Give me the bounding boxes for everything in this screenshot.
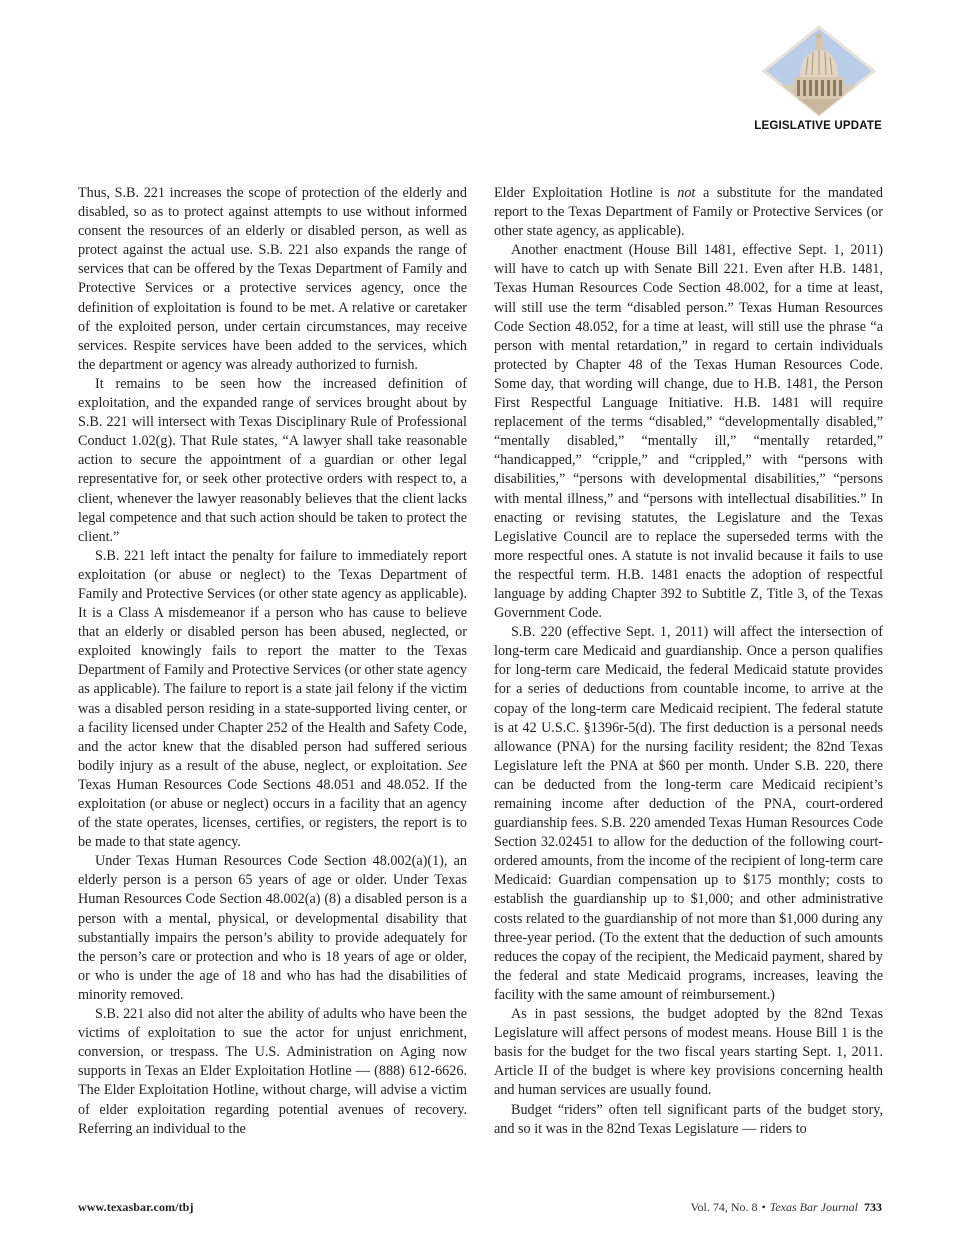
paragraph-text: Elder Exploitation Hotline is — [494, 185, 670, 201]
footer-citation — [690, 1200, 882, 1215]
volume-info: Vol. 74, No. 8 — [690, 1200, 758, 1214]
section-label: LEGISLATIVE UPDATE — [754, 120, 882, 132]
paragraph: Thus, S.B. 221 increases the scope of protection of the elderly and disabled, so as to protect against attempts to use without informed consent the resources of an elderly or disabled person, as well as protect against the actual use. S.B. 221 also expands the range of services that can be offered by the Texas Department of Family and Protective Services or a protective services agency, once the definition of exploitation is found to be met. A relative or caretaker of the exploited person, under certain circumstances, may receive services. Respite services have been added to the services, which the department or agency was already authorized to furnish. — [78, 185, 467, 373]
paragraph — [78, 547, 467, 853]
bullet-separator: • — [761, 1200, 766, 1214]
page-number: 733 — [864, 1200, 882, 1214]
italic-citation: See — [447, 757, 467, 774]
paragraph: It remains to be seen how the increased definition of exploitation, and the expanded range of services brought about by S.B. 221 will intersect with Texas Disciplinary Rule of Professional Conduct 1.02(g). That Rule states, “A lawyer shall take reasonable action to secure the appointment of a guardian or other legal representative for, or seek other protective orders with respect to, a client, whenever the lawyer reasonably believes that the client lacks legal competence and that such action should be taken to protect the client.” — [78, 375, 467, 545]
paragraph — [494, 184, 883, 241]
journal-name: Texas Bar Journal — [769, 1200, 858, 1214]
italic-emphasis: not — [677, 185, 696, 201]
paragraph-text: Texas Human Resources Code Sections 48.051 and 48.052. If the exploitation (or abuse or neglect) occurs in a facility that an agency of the state operates, licenses, certifies, or registers, the report is to be made to that state agency. — [78, 776, 467, 851]
right-column — [494, 184, 883, 1139]
paragraph: As in past sessions, the budget adopted by the 82nd Texas Legislature will affect persons of modest means. House Bill 1 is the basis for the budget for the two fiscal years starting Sept. 1, 2011. Article II of the budget is where key provisions concerning health and human services are usually found. — [494, 1006, 883, 1099]
paragraph-text: a substitute for the mandated report to the Texas Department of Family or Protective Services (or other state agency, as applicable). — [494, 185, 884, 240]
paragraph: S.B. 221 also did not alter the ability of adults who have been the victims of exploitation to sue the actor for unjust enrichment, conversion, or trespass. The U.S. Administration on Aging now supports in Texas an Elder Exploitation Hotline — (888) 612-6626. The Elder Exploitation Hotline, without charge, will advise a victim of elder exploitation regarding potential avenues of recovery. Referring an individual to the — [78, 1006, 467, 1137]
page-footer — [78, 1200, 882, 1218]
footer-url-link[interactable]: www.texasbar.com/tbj — [78, 1200, 194, 1214]
paragraph: S.B. 220 (effective Sept. 1, 2011) will affect the intersection of long-term care Medicaid and guardianship. Once a person qualifies for long-term care Medicaid, the federal Medicaid statute provides for a series of deductions from countable income, to arrive at the copay of the long-term care Medicaid recipient. The federal statute is at 42 U.S.C. §1396r-5(d). The first deduction is a personal needs allowance (PNA) for the nursing facility resident; the 82nd Texas Legislature left the PNA at $60 per month. Under S.B. 220, there can be deducted from the long-term care Medicaid recipient’s remaining income after deduction of the PNA, court-ordered guardianship fees. S.B. 220 amended Texas Human Resources Code Section 32.02451 to allow for the deduction of the following court-ordered amounts, from the income of the recipient of long-term care Medicaid: Guardian compensation up to $175 monthly; costs to establish the guardianship up to $1,000; and other administrative costs related to the guardianship of not more than $1,000 during any three-year period. (To the extent that the deduction of such amounts reduces the copay of the recipient, the Medicaid payment, shared by the federal and state Medicaid programs, increases, leaving the facility with the same amount of reimbursement.) — [494, 624, 883, 1003]
paragraph: Under Texas Human Resources Code Section 48.002(a)(1), an elderly person is a person 65 years of age or older. Under Texas Human Resources Code Section 48.002(a) (8) a disabled person is a person with a mental, physical, or developmental disability that substantially impairs the person’s ability to provide adequately for the person’s care or protection and who is 18 years of age or older, or who is under the age of 18 and who has had the disabilities of minority removed. — [78, 853, 467, 1003]
left-column — [78, 184, 467, 1139]
paragraph-text: S.B. 221 left intact the penalty for failure to immediately report exploitation (or abuse or neglect) to the Texas Department of Family and Protective Services (or other state agency as applicable). It is a Class A misdemeanor if a person who has cause to believe that an elderly or disabled person has been abused, neglected, or exploited knowingly fails to report the matter to the Texas Department of Family and Protective Services (or other state agency as applicable). The failure to report is a state jail felony if the victim was a disabled person residing in a state-supported living center, or a facility licensed under Chapter 252 of the Health and Safety Code, and the actor knew that the disabled person had suffered serious bodily injury as a result of the abuse, neglect, or exploitation. — [78, 547, 467, 774]
paragraph: Another enactment (House Bill 1481, effective Sept. 1, 2011) will have to catch up with Senate Bill 221. Even after H.B. 1481, Texas Human Resources Code Section 48.002, for a time at least, will still use the term “disabled person.” Texas Human Resources Code Section 48.052, for a time at least, will still use the phrase “a person with mental retardation,” in regard to certain individuals protected by Chapter 48 of the Texas Human Resources Code. Some day, that wording will change, due to H.B. 1481, the Person First Respectful Language Initiative. H.B. 1481 will require replacement of the terms “disabled,” “developmentally disabled,” “mentally disabled,” “mentally ill,” “mentally retarded,” “handicapped,” “cripple,” and “crippled,” with “persons with disabilities,” “persons with developmental disabilities,” “persons with mental illness,” and “persons with intellectual disabilities.” In enacting or revising statutes, the Legislature and the Texas Legislative Council are to replace the superseded terms with the more respectful ones. A statute is not invalid because it fails to use the respectful term. H.B. 1481 enacts the adoption of respectful language by adding Chapter 392 to Subtitle Z, Title 3, of the Texas Government Code. — [494, 242, 883, 622]
capitol-dome-icon — [760, 25, 878, 117]
paragraph: Budget “riders” often tell significant parts of the budget story, and so it was in the 82nd Texas Legislature — riders to — [494, 1101, 883, 1137]
